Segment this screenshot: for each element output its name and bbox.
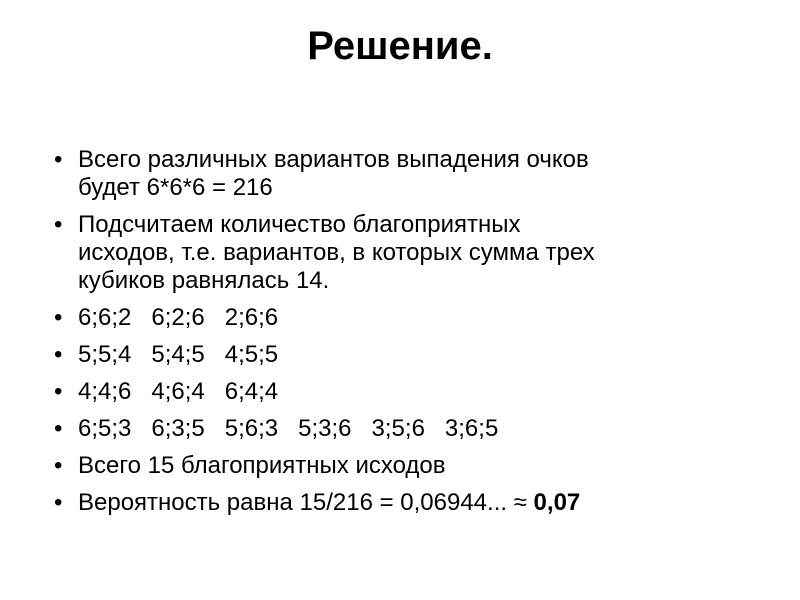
slide-title: Решение. xyxy=(307,24,493,68)
bullet-icon: • xyxy=(54,304,63,331)
bullet-icon: • xyxy=(54,211,63,238)
bullet-text: 4;4;6 4;6;4 6;4;4 xyxy=(78,378,279,405)
list-item xyxy=(50,415,770,443)
probability-result: 0,07 xyxy=(533,489,581,516)
list-item xyxy=(50,341,770,369)
list-item xyxy=(50,489,770,517)
bullet-text: 6;5;3 6;3;5 5;6;3 5;3;6 3;5;6 3;6;5 xyxy=(78,415,499,442)
list-item xyxy=(50,146,770,202)
bullet-icon: • xyxy=(54,452,63,479)
list-item xyxy=(50,378,770,406)
bullet-text: 6;6;2 6;2;6 2;6;6 xyxy=(78,304,279,331)
bullet-icon: • xyxy=(54,378,63,405)
bullet-text: Всего 15 благоприятных исходов xyxy=(78,452,446,479)
list-item xyxy=(50,304,770,332)
bullet-list xyxy=(50,146,770,526)
bullet-icon: • xyxy=(54,341,63,368)
bullet-icon: • xyxy=(54,489,63,516)
bullet-text: Всего различных вариантов выпадения очков будет 6*6*6 = 216 xyxy=(78,146,589,201)
bullet-text: Подсчитаем количество благоприятных исходов, т.е. вариантов, в которых сумма трех кубиков равнялась 14. xyxy=(78,211,595,294)
bullet-text: 5;5;4 5;4;5 4;5;5 xyxy=(78,341,279,368)
bullet-text: Вероятность равна 15/216 = 0,06944... ≈ xyxy=(78,489,534,516)
list-item xyxy=(50,452,770,480)
bullet-icon: • xyxy=(54,415,63,442)
bullet-icon: • xyxy=(54,146,63,173)
list-item xyxy=(50,211,770,295)
